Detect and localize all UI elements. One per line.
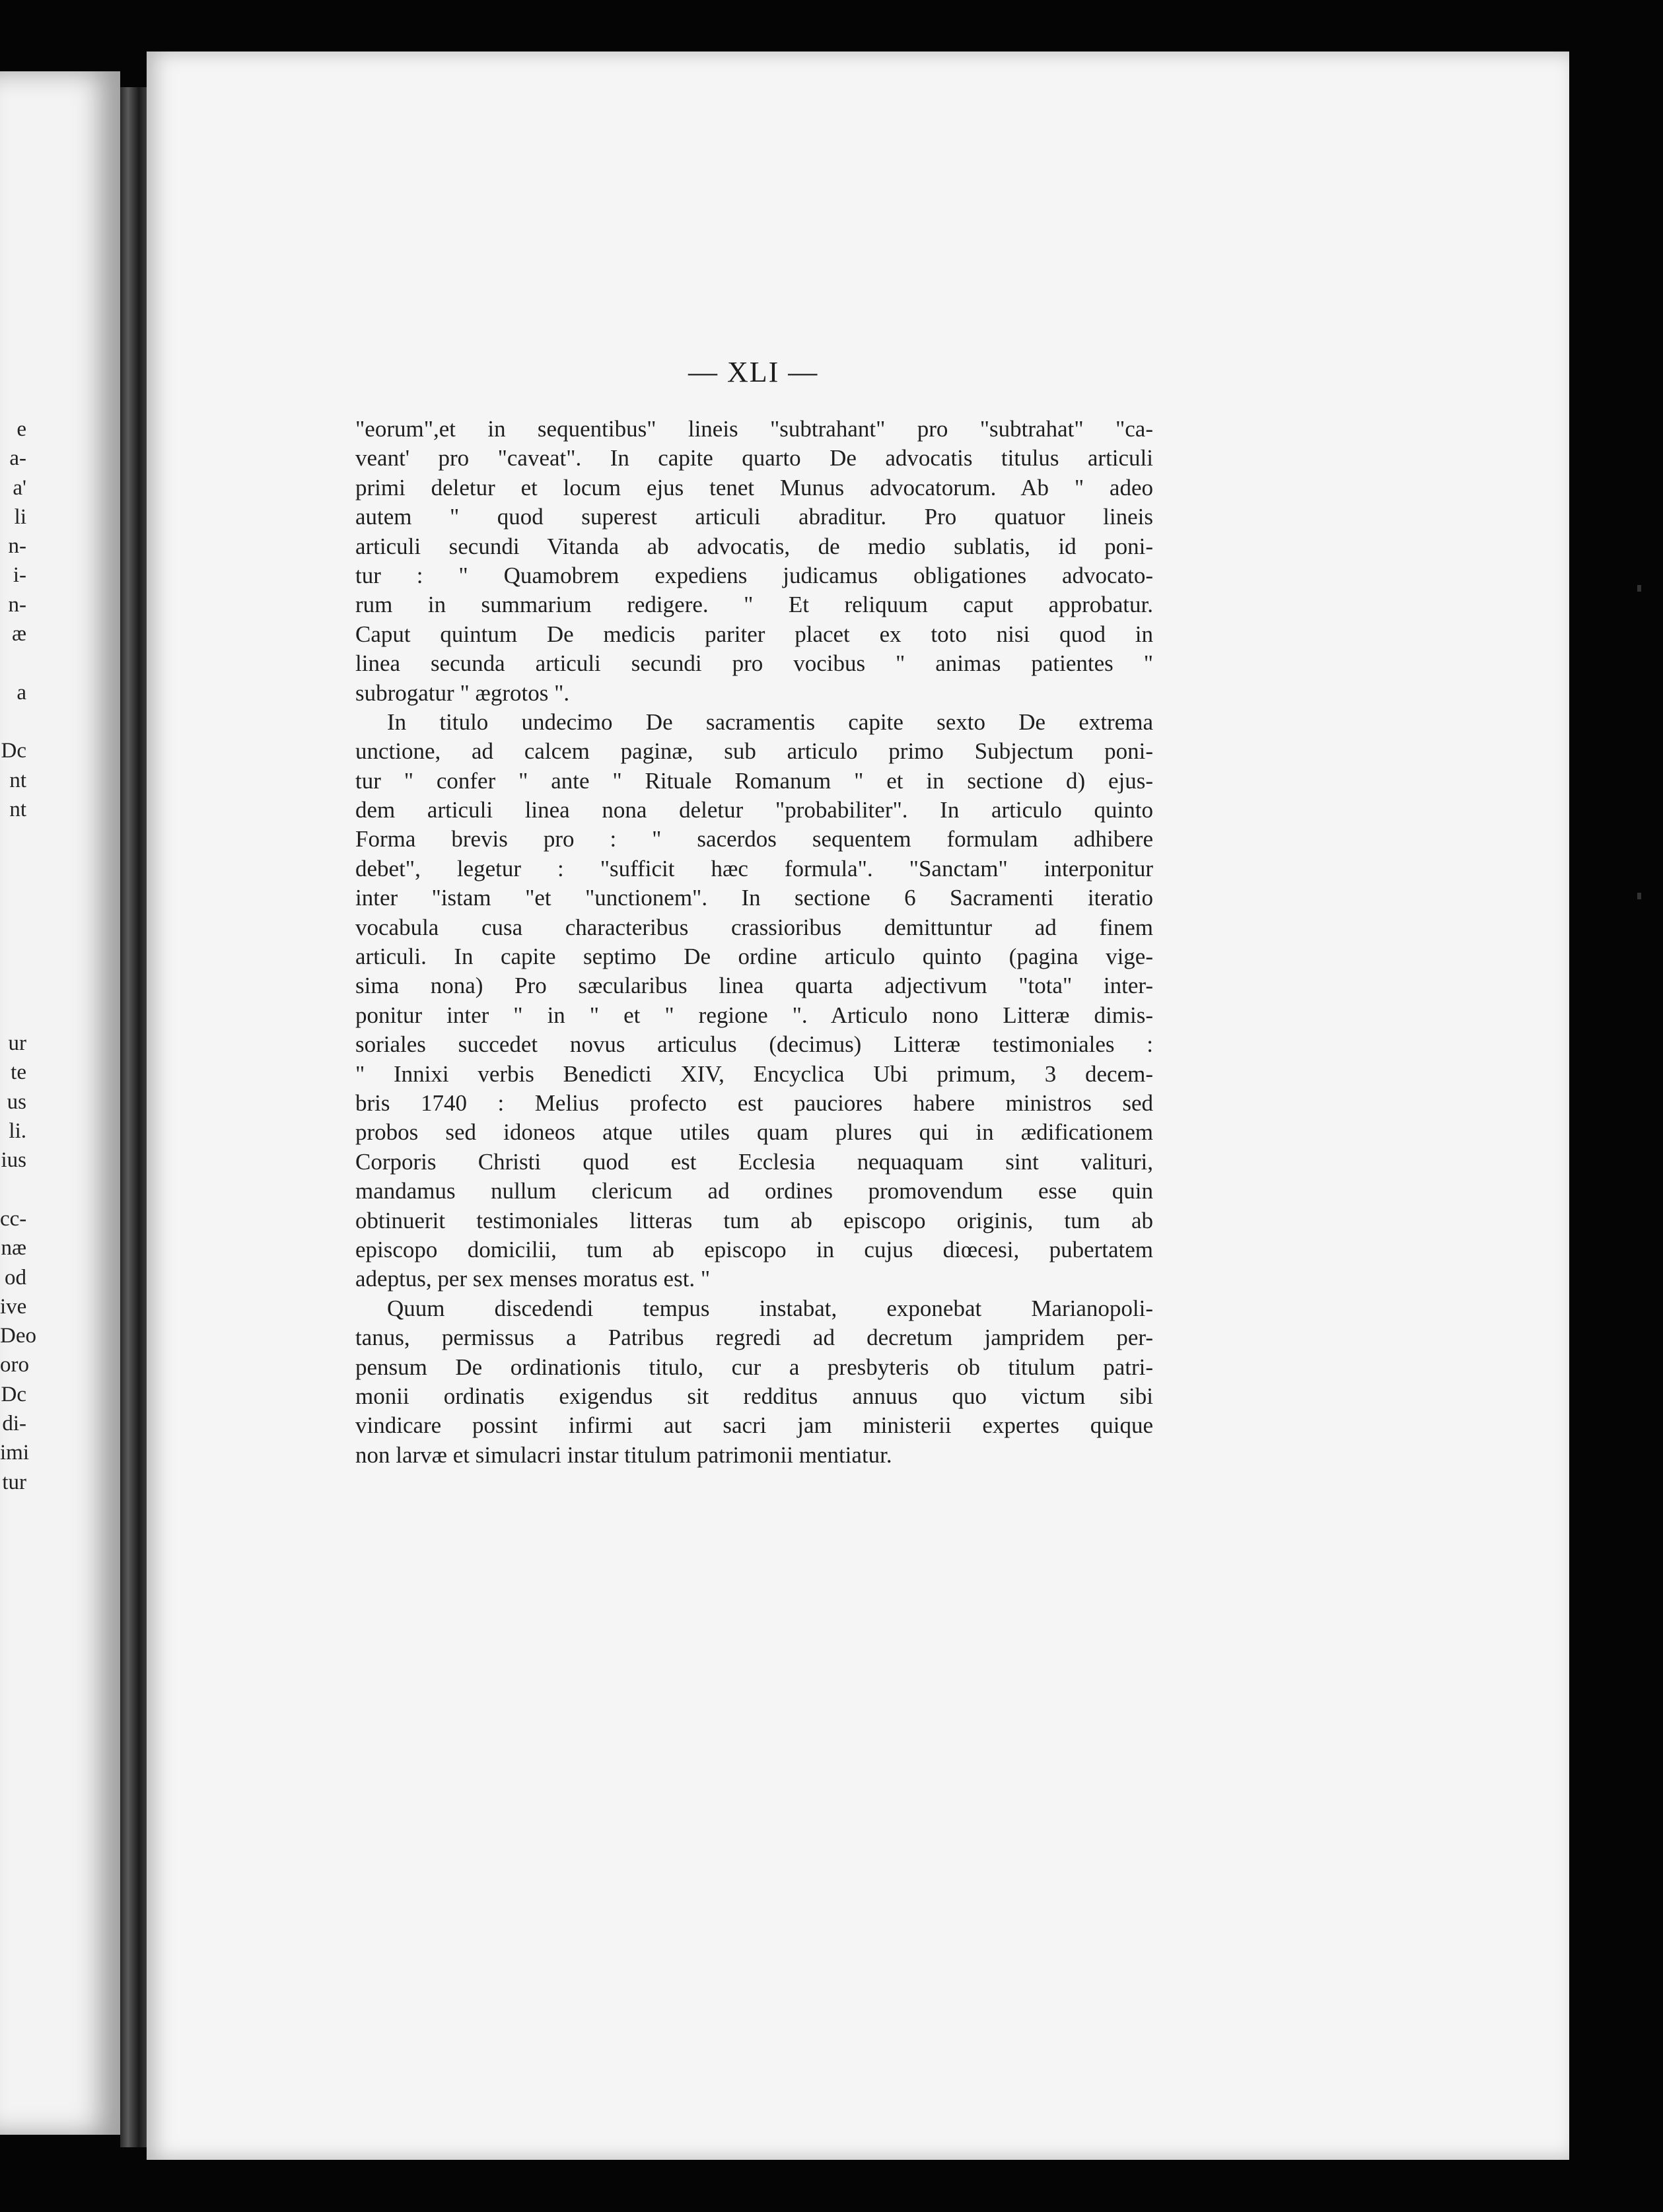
text-line: pensum De ordinationis titulo, cur a presbyteris ob titulum patri- [355,1354,1153,1380]
fragment-line: ur [8,1031,26,1056]
text-line: unctione, ad calcem paginæ, sub articulo primo Subjectum poni- [355,738,1153,765]
fragment-line: e [17,417,26,441]
text-line: vocabula cusa characteribus crassioribus demittuntur ad finem [355,914,1153,940]
fragment-line: imi [0,1441,30,1465]
text-line: Quum discedendi tempus instabat, exponebat Marianopoli- [387,1295,1153,1321]
scan-speck [1637,585,1641,592]
text-line: probos sed idoneos atque utiles quam plures qui in ædificationem [355,1119,1153,1146]
fragment-line: næ [1,1236,26,1261]
fragment-line: cc- [0,1206,27,1231]
text-line: " Innixi verbis Benedicti XIV, Encyclica Ubi primum, 3 decem- [355,1060,1153,1087]
text-line: inter "istam "et "unctionem". In sectione 6 Sacramenti iteratio [355,885,1153,911]
text-line: veant' pro "caveat". In capite quarto De advocatis titulus articuli [355,445,1153,471]
fragment-line [0,1175,26,1204]
text-line: "eorum",et in sequentibus" lineis "subtrahant" pro "subtrahat" "ca- [355,416,1153,442]
fragment-line: nt [9,797,26,821]
fragment-line: Dc [1,1382,26,1406]
text-line: adeptus, per sex menses moratus est. " [355,1266,711,1292]
fragment-line: li. [9,1119,26,1144]
fragment-line: a- [9,446,26,471]
text-line: subrogatur " ægrotos ". [355,679,570,706]
text-line: autem " quod superest articuli abraditur. Pro quatuor lineis [355,504,1153,530]
scan-speck [1637,893,1641,899]
text-line: Caput quintum De medicis pariter placet ex toto nisi quod in [355,621,1153,647]
text-line: rum in summarium redigere. " Et reliquum caput approbatur. [355,592,1153,618]
fragment-line: n- [8,534,26,559]
text-line: soriales succedet novus articulus (decimus) Litteræ testimoniales : [355,1031,1153,1058]
text-line: sima nona) Pro sæcularibus linea quarta adjectivum "tota" inter- [355,973,1153,999]
previous-page-text-fragments [0,415,36,1497]
fragment-line: n- [8,592,26,617]
text-line: debet", legetur : "sufficit hæc formula". "Sanctam" interponitur [355,855,1153,881]
fragment-line [0,707,26,736]
fragment-line: Dc [1,739,26,763]
page-number: — XLI — [688,356,819,388]
text-line: tur " confer " ante " Rituale Romanum " et in sectione d) ejus- [355,767,1153,794]
fragment-line: i- [13,563,26,588]
fragment-line: di- [2,1412,26,1436]
fragment-line: te [11,1060,26,1085]
fragment-line: nt [9,768,26,792]
text-line: tur : " Quamobrem expediens judicamus obligationes advocato- [355,562,1153,588]
previous-page-edge [0,71,120,2135]
book-gutter [120,87,147,2147]
fragment-line: od [5,1265,26,1290]
fragment-line: oro [0,1353,29,1377]
text-line: non larvæ et simulacri instar titulum patrimonii mentiatur. [355,1441,892,1468]
text-line: linea secunda articuli secundi pro vocibus " animas patientes " [355,650,1153,677]
text-line: vindicare possint infirmi aut sacri jam ministerii expertes quique [355,1412,1153,1439]
fragment-line: tur [2,1470,26,1494]
book-page [147,52,1569,2160]
fragment-line: us [7,1089,26,1114]
fragment-line: Deo [0,1324,36,1348]
fragment-line: a' [13,475,26,500]
text-line: articuli. In capite septimo De ordine articulo quinto (pagina vige- [355,944,1153,970]
fragment-line: ius [1,1148,26,1173]
fragment-line: li [14,504,26,529]
fragment-line [0,648,26,677]
fragment-line: æ [11,622,26,646]
fragment-gap [0,824,26,1029]
fragment-line: a [17,680,26,705]
text-line: primi deletur et locum ejus tenet Munus advocatorum. Ab " adeo [355,474,1153,501]
page-body-text [355,415,1153,1470]
text-line: tanus, permissus a Patribus regredi ad decretum jampridem per- [355,1325,1153,1351]
text-line: In titulo undecimo De sacramentis capite sexto De extrema [387,709,1153,735]
text-line: episcopo domicilii, tum ab episcopo in cujus diœcesi, pubertatem [355,1236,1153,1262]
text-line: Forma brevis pro : " sacerdos sequentem formulam adhibere [355,826,1153,852]
text-line: bris 1740 : Melius profecto est pauciores habere ministros sed [355,1089,1153,1116]
text-line: mandamus nullum clericum ad ordines promovendum esse quin [355,1178,1153,1204]
text-line: Corporis Christi quod est Ecclesia nequaquam sint valituri, [355,1148,1153,1175]
text-line: dem articuli linea nona deletur "probabiliter". In articulo quinto [355,797,1153,823]
text-line: monii ordinatis exigendus sit redditus annuus quo victum sibi [355,1383,1153,1409]
text-line: obtinuerit testimoniales litteras tum ab episcopo originis, tum ab [355,1207,1153,1233]
text-line: articuli secundi Vitanda ab advocatis, de medio sublatis, id poni- [355,533,1153,559]
fragment-line: ive [0,1294,27,1319]
text-line: ponitur inter " in " et " regione ". Articulo nono Litteræ dimis- [355,1002,1153,1028]
